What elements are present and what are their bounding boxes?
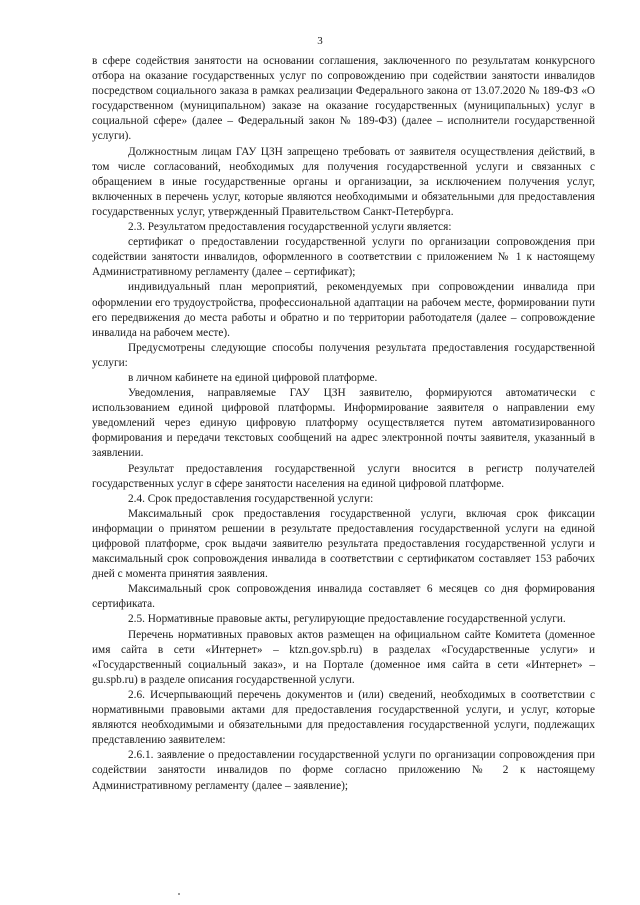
paragraph: Максимальный срок предоставления государственной услуги, включая срок фиксации информации о принятом решении в результате предоставления государственной услуги на единой цифровой платформе, срок выдачи заявителю результата предоставления государственной услуги и максимальный срок сопровождения инвалида в соответствии с сертификатом составляет 153 рабочих дней с момента принятия заявления. (92, 507, 595, 581)
paragraph: 2.5. Нормативные правовые акты, регулирующие предоставление государственной услуги. (128, 613, 566, 626)
paragraph: индивидуальный план мероприятий, рекомендуемых при сопровождении инвалида при оформлении его трудоустройства, профессиональной адаптации на рабочем месте, формировании пути его передвижения до места работы и обратно и по территории работодателя (далее – сопровождение инвалида на рабочем месте). (92, 281, 595, 339)
paragraph: в личном кабинете на единой цифровой платформе. (128, 371, 378, 384)
paragraph: 2.6. Исчерпывающий перечень документов и (или) сведений, необходимых в соответствии с нормативными правовыми актами для предоставления государственной услуги, и услуг, которые являются необходимыми и обязательными для предоставления государственной услуги, подлежащих представлению заявителем: (92, 688, 595, 747)
paragraph: Результат предоставления государственной услуги вносится в регистр получателей государственных услуг в сфере занятости населения на единой цифровой платформе. (92, 462, 595, 490)
paragraph: Перечень нормативных правовых актов размещен на официальном сайте Комитета (доменное имя сайта в сети «Интернет» – ktzn.gov.spb.ru) в разделах «Государственные услуги» и «Государственный социальный заказ», и на Портале (доменное имя сайта в сети «Интернет» – gu.spb.ru) в разделе описания государственной услуги. (92, 628, 595, 686)
document-body (92, 54, 595, 794)
paragraph: Максимальный срок сопровождения инвалида составляет 6 месяцев со дня формирования сертификата. (92, 583, 595, 611)
paragraph: в сфере содействия занятости на основании соглашения, заключенного по результатам конкурсного отбора на оказание государственных услуг по сопровождению при содействии занятости инвалидов посредством социального заказа в рамках реализации Федерального закона от 13.07.2020 № 189-ФЗ «О государственном (муниципальном) заказе на оказание государственных (муниципальных) услуг в социальной сфере» (далее – Федеральный закон № 189-ФЗ) (далее – исполнители государственной услуги). (92, 55, 595, 143)
paragraph: Предусмотрены следующие способы получения результата предоставления государственной услуги: (92, 341, 595, 369)
page-number: 3 (317, 35, 323, 47)
paragraph: 2.4. Срок предоставления государственной услуги: (128, 492, 374, 505)
scan-artifact-dot (178, 893, 180, 895)
paragraph: сертификат о предоставлении государственной услуги по организации сопровождения при содействии занятости инвалидов, оформленного в соответствии с приложением № 1 к настоящему Административному регламенту (далее – сертификат); (92, 236, 595, 279)
paragraph: 2.6.1. заявление о предоставлении государственной услуги по организации сопровождения при содействии занятости инвалидов по форме согласно приложению № 2 к настоящему Административному регламенту (далее – заявление); (92, 749, 595, 792)
paragraph: Уведомления, направляемые ГАУ ЦЗН заявителю, формируются автоматически с использованием единой цифровой платформы. Информирование заявителя о направлении ему уведомлений через единую цифровую платформу осуществляется путем автоматизированного формирования и передачи текстовых сообщений на адрес электронной почты заявителя, указанный в заявлении. (92, 387, 595, 460)
paragraph: Должностным лицам ГАУ ЦЗН запрещено требовать от заявителя осуществления действий, в том числе согласований, необходимых для получения государственной услуги и связанных с обращением в иные государственные органы и организации, за исключением получения услуг, включенных в перечень услуг, которые являются необходимыми и обязательными для предоставления государственных услуг, утвержденный Правительством Санкт-Петербурга. (92, 145, 595, 218)
paragraph: 2.3. Результатом предоставления государственной услуги является: (128, 221, 452, 234)
